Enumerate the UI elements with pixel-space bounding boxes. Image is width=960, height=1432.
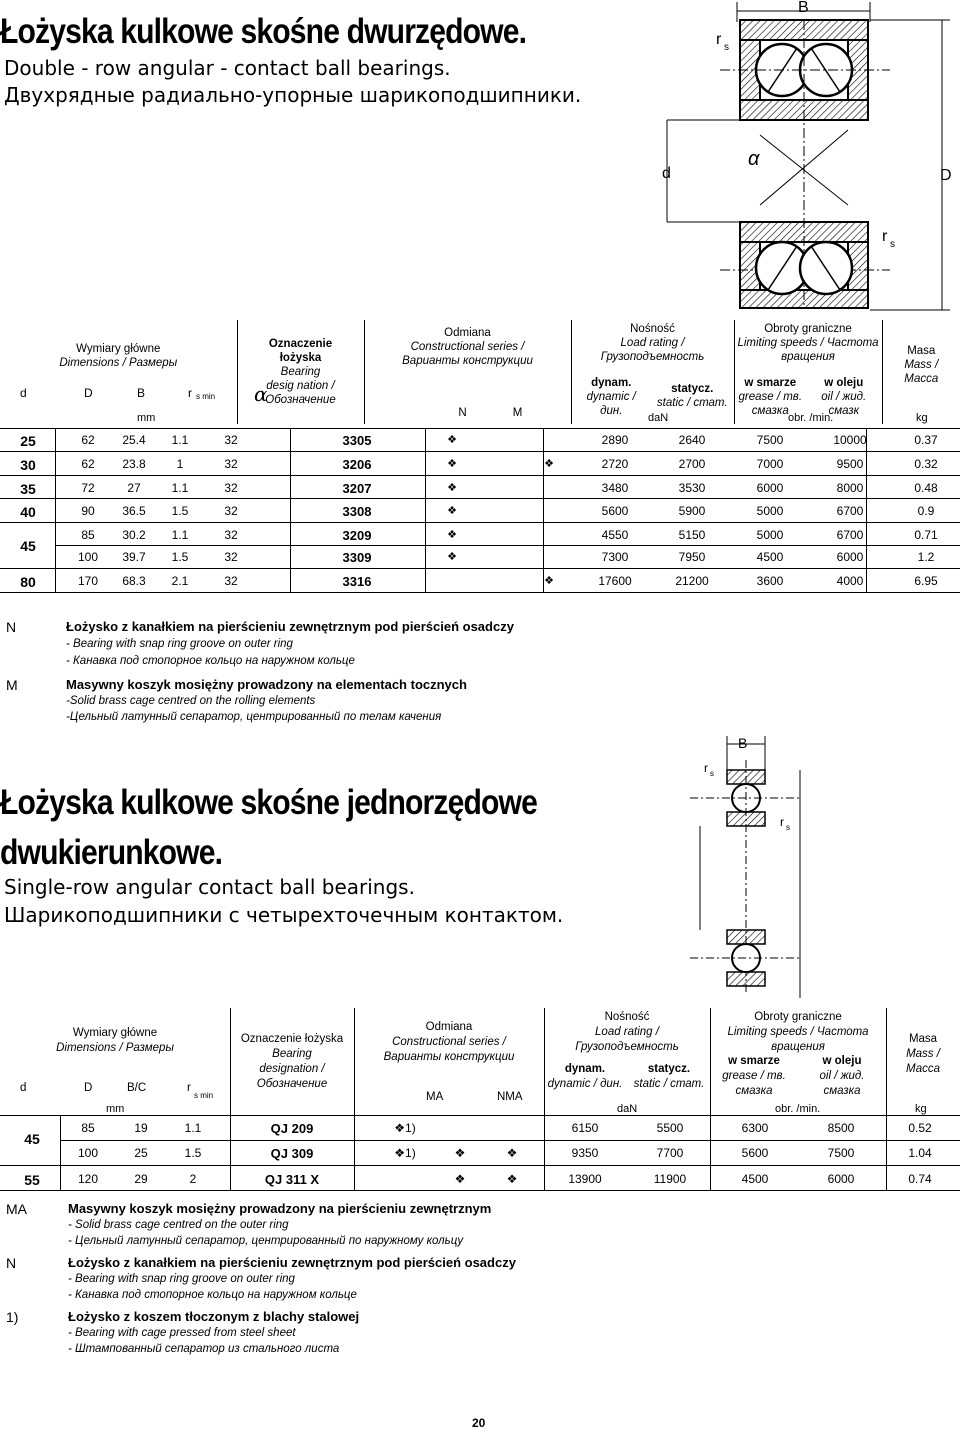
bore-diameter: 30	[20, 457, 36, 474]
cell-grease: 6300	[741, 1121, 769, 1135]
cell-grease: 7500	[756, 433, 784, 447]
bearing-code: QJ 309	[270, 1146, 314, 1161]
cell-D: 62	[81, 433, 95, 447]
bore-diameter: 25	[20, 433, 36, 449]
cell-r: 1	[176, 457, 184, 472]
bearing-code: 3316	[342, 574, 372, 590]
section2-title-line1: Łożyska kulkowe skośne jednorzędowe	[0, 783, 537, 822]
cell-stat: 21200	[675, 574, 709, 589]
cell-extra: ❖	[506, 1172, 518, 1186]
bearing-code: 3305	[342, 433, 372, 448]
cell-oil: 6000	[827, 1172, 855, 1186]
four-point-bearing-diagram	[680, 730, 840, 1000]
cell-D: 100	[77, 550, 99, 564]
cell-oil: 4000	[836, 574, 864, 589]
cell-B: 68.3	[122, 574, 146, 589]
note-key-N: N	[6, 619, 17, 635]
rs-label-bottom: r	[882, 228, 888, 245]
cell-mass: 0.9	[917, 504, 935, 519]
cell-grease: 5600	[741, 1146, 769, 1160]
cell-D: 85	[81, 527, 95, 542]
col-NMA: NMA	[497, 1091, 523, 1103]
cell-grease: 4500	[756, 550, 784, 564]
cell-r: 1.1	[171, 480, 189, 495]
cell-mass: 0.32	[914, 457, 938, 472]
dim-D-label: D	[940, 167, 952, 184]
cell-dyn: 13900	[568, 1172, 602, 1186]
cell-a: 32	[224, 504, 238, 519]
col-MA: MA	[426, 1091, 444, 1103]
cell-D: 72	[81, 480, 95, 495]
col-B: B	[137, 386, 146, 400]
cell-r: 1.1	[171, 527, 189, 542]
unit-rpm-2: obr. /min.	[775, 1103, 821, 1115]
dim-b-label: B	[798, 0, 809, 16]
cell-NMA: ❖	[454, 1172, 466, 1186]
bearing-code: 3309	[342, 550, 372, 565]
cell-oil: 8500	[827, 1121, 855, 1135]
table-row	[0, 498, 960, 522]
cell-grease: 7000	[756, 457, 784, 472]
bore-diameter: 45	[24, 1131, 40, 1147]
cell-MA: ❖1)	[394, 1146, 416, 1160]
svg-text:s: s	[710, 769, 714, 778]
svg-text:s: s	[724, 42, 729, 53]
cell-B: 30.2	[122, 527, 146, 542]
table-row	[0, 451, 960, 475]
cell-B: 23.8	[122, 457, 146, 472]
section1-subtitle-ru: Двухрядные радиально-упорные шарикоподшипники.	[4, 83, 582, 107]
bearing-code: 3209	[342, 527, 372, 543]
col-BC: B/C	[127, 1082, 147, 1094]
double-row-bearing-diagram	[660, 0, 960, 312]
four-point-table-header: Wymiary główne Dimensions / Размеры Oznaczenie łożyska Bearing designation / Обозначение Odmiana Constructional series / Варианты конструкции MA NMA Nośność Load rating / Грузоподъемность dynam. dynamic / дин. statycz. static / стат. Obroty graniczne Limiting speeds / Частота вращения w smarze grease / тв. смазка w oleju oil / жид. смазка Masa Mass / Масса d D B/C r s min mm daN obr. /min. kg	[0, 1008, 960, 1118]
cell-D: 120	[77, 1172, 99, 1186]
bore-diameter: 80	[20, 574, 36, 591]
cell-B: 39.7	[122, 550, 146, 564]
cell-B: 27	[127, 480, 141, 495]
cell-mass: 0.71	[914, 527, 938, 542]
bore-diameter: 45	[20, 537, 36, 554]
cell-r: 2.1	[171, 574, 189, 589]
dim-d-label: d	[662, 165, 671, 182]
cell-dyn: 7300	[601, 550, 629, 564]
cell-mass: 1.04	[908, 1146, 932, 1160]
table-row	[0, 545, 960, 568]
section2-subtitle-en: Single-row angular contact ball bearings.	[4, 875, 415, 899]
note-M-pl: Masywny koszyk mosiężny prowadzony na elementach tocznych	[66, 677, 467, 692]
cell-oil: 8000	[836, 480, 864, 495]
cell-stat: 5500	[656, 1121, 684, 1135]
cell-stat: 2700	[678, 457, 706, 472]
cell-a: 32	[224, 457, 238, 472]
unit-mm-2: mm	[106, 1103, 125, 1115]
cell-stat: 3530	[678, 480, 706, 495]
col-alpha: α	[254, 382, 268, 406]
bore-diameter: 35	[20, 480, 36, 497]
cell-a: 32	[224, 550, 238, 564]
table-row	[0, 1140, 960, 1165]
unit-rpm: obr. /min.	[788, 412, 834, 424]
note-key-1: 1)	[6, 1309, 19, 1325]
cell-dyn: 6150	[571, 1121, 599, 1135]
cell-grease: 4500	[741, 1172, 769, 1186]
cell-r: 1.5	[171, 550, 189, 564]
col-D: D	[84, 386, 93, 400]
cell-a: 32	[224, 527, 238, 542]
cell-mass: 0.48	[914, 480, 938, 495]
cell-B: 36.5	[122, 504, 146, 519]
cell-mass: 6.95	[914, 574, 938, 589]
svg-text:s: s	[786, 823, 790, 832]
cell-N: ❖	[447, 434, 457, 446]
alpha-label: α	[748, 148, 760, 170]
cell-r: 1.1	[171, 433, 189, 447]
cell-stat: 2640	[678, 433, 706, 447]
page-number: 20	[472, 1416, 486, 1430]
bearing-code: QJ 311 X	[264, 1172, 320, 1187]
cell-mass: 0.37	[914, 433, 938, 447]
cell-MA: ❖1)	[394, 1121, 416, 1135]
cell-oil: 6000	[836, 550, 864, 564]
cell-N: ❖	[447, 551, 457, 563]
section2-subtitle-ru: Шарикоподшипники с четырехточечным контактом.	[4, 903, 564, 927]
cell-stat: 7950	[678, 550, 706, 564]
note-key-MA: MA	[6, 1201, 27, 1217]
cell-N: ❖	[447, 505, 457, 518]
cell-D: 62	[81, 457, 95, 472]
cell-B: 29	[134, 1172, 148, 1186]
cell-oil: 10000	[833, 433, 867, 447]
section2-title-line2: dwukierunkowe.	[0, 833, 223, 872]
col-d-2: d	[20, 1082, 27, 1094]
table-row	[0, 1165, 960, 1191]
table-row	[0, 568, 960, 592]
bore-diameter: 55	[24, 1172, 40, 1188]
cell-dyn: 2890	[601, 433, 629, 447]
bearing-code: 3207	[342, 480, 372, 496]
cell-extra: ❖	[506, 1146, 518, 1160]
cell-grease: 3600	[756, 574, 784, 589]
cell-N: ❖	[447, 481, 457, 494]
note-key-N-2: N	[6, 1255, 17, 1271]
cell-N: ❖	[447, 528, 457, 541]
cell-dyn: 4550	[601, 527, 629, 542]
unit-dan-2: daN	[617, 1103, 638, 1115]
col-r: r	[188, 386, 192, 400]
unit-dan: daN	[648, 412, 669, 424]
cell-mass: 0.74	[908, 1172, 932, 1186]
col-D-2: D	[84, 1082, 93, 1094]
cell-stat: 5150	[678, 527, 706, 542]
cell-r: 1.5	[171, 504, 189, 519]
cell-r: 1.1	[184, 1121, 202, 1135]
table-row	[0, 1115, 960, 1147]
cell-D: 85	[81, 1121, 95, 1135]
double-row-table: Wymiary główne Dimensions / Размеры Oznaczenie łożyska Bearing desig nation / Обозначение Odmiana Constructional series / Варианты конструкции Nośność Load rating / Грузоподъемность Obroty graniczne Limiting speeds / Частота вращения Masa Mass / Масса N M dynam. dynamic / дин. statycz. static / стат. w smarze grease / тв. смазка w oleju oil / жид. смазк	[0, 320, 960, 424]
col-d: d	[20, 386, 27, 400]
cell-NMA: ❖	[454, 1146, 466, 1160]
cell-oil: 7500	[827, 1146, 855, 1160]
cell-dyn: 9350	[571, 1146, 599, 1160]
cell-grease: 6000	[756, 480, 784, 495]
cell-N: ❖	[447, 458, 457, 471]
note-N-pl: Łożysko z kanałkiem na pierścieniu zewnętrznym pod pierścień osadczy	[66, 619, 514, 634]
unit-mm: mm	[137, 412, 156, 424]
cell-B: 25.4	[122, 433, 146, 447]
cell-M: ❖	[544, 458, 554, 471]
cell-dyn: 5600	[601, 504, 629, 519]
note-key-M: M	[6, 677, 18, 693]
cell-B: 19	[134, 1121, 148, 1135]
cell-dyn: 17600	[598, 574, 632, 589]
section1-title: Łożyska kulkowe skośne dwurzędowe.	[0, 12, 527, 51]
cell-M: ❖	[544, 575, 554, 588]
cell-stat: 11900	[653, 1172, 687, 1186]
cell-D: 170	[77, 574, 99, 589]
bore-diameter: 40	[20, 504, 36, 521]
cell-dyn: 3480	[601, 480, 629, 495]
cell-mass: 0.52	[908, 1121, 932, 1135]
cell-mass: 1.2	[917, 550, 935, 564]
cell-a: 32	[224, 433, 238, 447]
cell-dyn: 2720	[601, 457, 629, 472]
cell-stat: 5900	[678, 504, 706, 519]
dim-b-label-2: B	[738, 735, 748, 751]
bearing-code: 3206	[342, 457, 372, 473]
cell-a: 32	[224, 480, 238, 495]
svg-text:s: s	[890, 239, 895, 250]
cell-oil: 9500	[836, 457, 864, 472]
table-row	[0, 522, 960, 554]
cell-D: 100	[77, 1146, 99, 1160]
rs-label-2a: r	[704, 761, 708, 775]
cell-D: 90	[81, 504, 95, 519]
cell-a: 32	[224, 574, 238, 589]
bearing-code: 3308	[342, 504, 372, 520]
rs-label-top: r	[716, 31, 722, 48]
rs-label-2b: r	[780, 815, 784, 829]
cell-grease: 5000	[756, 527, 784, 542]
unit-kg: kg	[916, 412, 928, 424]
cell-r: 1.5	[184, 1146, 202, 1160]
dims-heading: Wymiary główne	[76, 343, 161, 355]
table-row	[0, 475, 960, 499]
cell-grease: 5000	[756, 504, 784, 519]
cell-oil: 6700	[836, 504, 864, 519]
bearing-code: QJ 209	[270, 1121, 314, 1136]
col-r-2: r	[187, 1082, 191, 1094]
cell-stat: 7700	[656, 1146, 684, 1160]
cell-r: 2	[189, 1172, 197, 1186]
unit-kg-2: kg	[915, 1103, 927, 1115]
cell-oil: 6700	[836, 527, 864, 542]
table-row	[0, 428, 960, 451]
cell-B: 25	[134, 1146, 148, 1160]
section1-subtitle-en: Double - row angular - contact ball bearings.	[4, 56, 451, 80]
